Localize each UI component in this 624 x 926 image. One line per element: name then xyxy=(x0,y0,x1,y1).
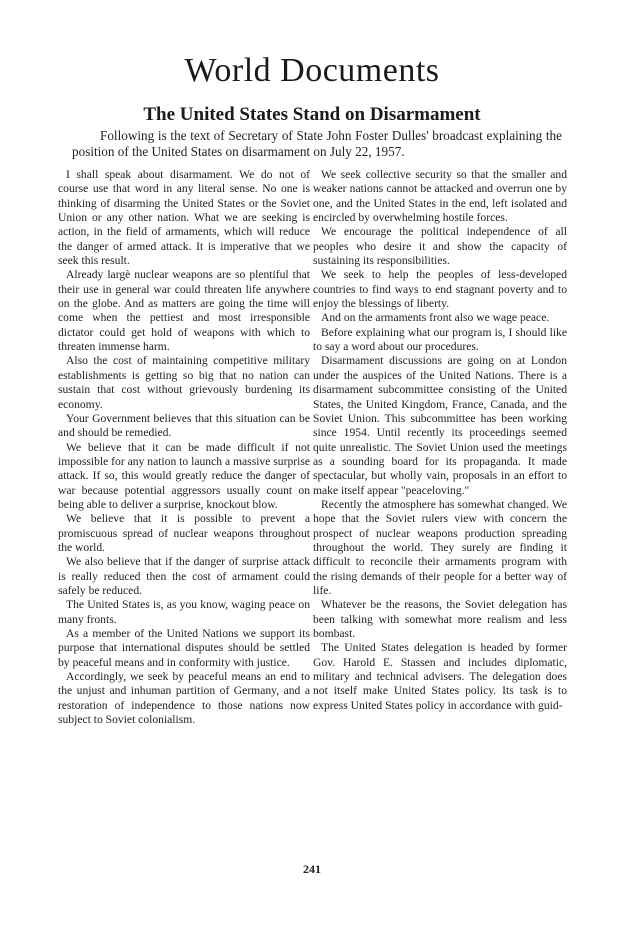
paragraph: The United States delegation is headed by former Gov. Harold E. Stassen and includes diplomatic, military and technical advisers. The delegation does not itself make United States policy. Its task is to express United States policy in accordance with guid- xyxy=(313,641,567,712)
paragraph: We encourage the political independence of all peoples who desire it and show the capacity of sustaining its responsibilities. xyxy=(313,225,567,268)
paragraph: Already largè nuclear weapons are so plentiful that their use in general war could threaten life anywhere on the globe. And as matters are going the time will come when the pettiest and most irresponsible dictator could get hold of weapons with which to threaten immense harm. xyxy=(58,268,310,354)
paragraph: Whatever be the reasons, the Soviet delegation has been talking with somewhat more realism and less bombast. xyxy=(313,598,567,640)
paragraph: We believe that it can be made difficult if not impossible for any nation to launch a massive surprise attack. If so, this would greatly reduce the danger of war because potential aggressors usually count on being able to deliver a surprise, knockout blow. xyxy=(58,440,310,511)
article-title: The United States Stand on Disarmament xyxy=(143,104,481,125)
page-number: 241 xyxy=(303,862,321,876)
paragraph: Recently the atmosphere has somewhat changed. We hope that the Soviet rulers view with concern the prospect of nuclear weapons production spreading throughout the world. They surely are finding it difficult to reconcile their armaments program with the rising demands of their people for a better way of life. xyxy=(313,497,567,597)
paragraph: Also the cost of maintaining competitive military establishments is getting so big that no nation can sustain that cost without grievously burdening its economy. xyxy=(58,354,310,411)
paragraph: And on the armaments front also we wage peace. xyxy=(321,311,550,325)
intro-paragraph: Following is the text of Secretary of State John Foster Dulles' broadcast explaining the position of the United States on disarmament on July 22, 1957. xyxy=(72,128,562,159)
paragraph: Disarmament discussions are going on at London under the auspices of the United Nations. There is a disarmament subcommittee consisting of the United States, the United Kingdom, France, Canada, and the Soviet Union. This subcommittee has been working since 1954. Until recently its proceedings seemed quite unrealistic. The Soviet Union used the meetings as a sounding board for its propaganda. It made spectacular, but wholly vain, proposals in an effort to make itself appear "peaceloving." xyxy=(313,354,567,497)
paragraph: We seek collective security so that the smaller and weaker nations cannot be attacked and overrun one by one, and the United States in the end, left isolated and encircled by overwhelming hostile forces. xyxy=(313,168,567,225)
paragraph: Accordingly, we seek by peaceful means an end to the unjust and inhuman partition of Germany, and a restoration of independence to those nations now subject to Soviet colonialism. xyxy=(58,670,310,727)
paragraph: I shall speak about disarmament. We do not of course use that word in any literal sense. No one is thinking of disarming the United States or the Soviet Union or any other nation. What we are seeking is action, in the field of armaments, which will reduce the danger of armed attack. It is imperative that we seek this result. xyxy=(58,168,310,268)
paragraph: The United States is, as you know, waging peace on many fronts. xyxy=(58,598,310,626)
paragraph: Your Government believes that this situation can be and should be remedied. xyxy=(58,411,310,440)
paragraph: We also believe that if the danger of surprise attack is really reduced then the cost of armament could safely be reduced. xyxy=(58,555,310,597)
paragraph: We believe that it is possible to prevent a promiscuous spread of nuclear weapons throughout the world. xyxy=(58,512,310,554)
paragraph: Before explaining what our program is, I should like to say a word about our procedures. xyxy=(313,325,567,354)
paragraph: We seek to help the peoples of less-developed countries to find ways to end stagnant poverty and to enjoy the blessings of liberty. xyxy=(313,268,567,311)
section-title: World Documents xyxy=(184,52,440,89)
paragraph: As a member of the United Nations we support its purpose that international disputes should be settled by peaceful means and in conformity with justice. xyxy=(58,627,310,669)
left-column xyxy=(58,168,310,727)
right-column xyxy=(313,168,567,713)
